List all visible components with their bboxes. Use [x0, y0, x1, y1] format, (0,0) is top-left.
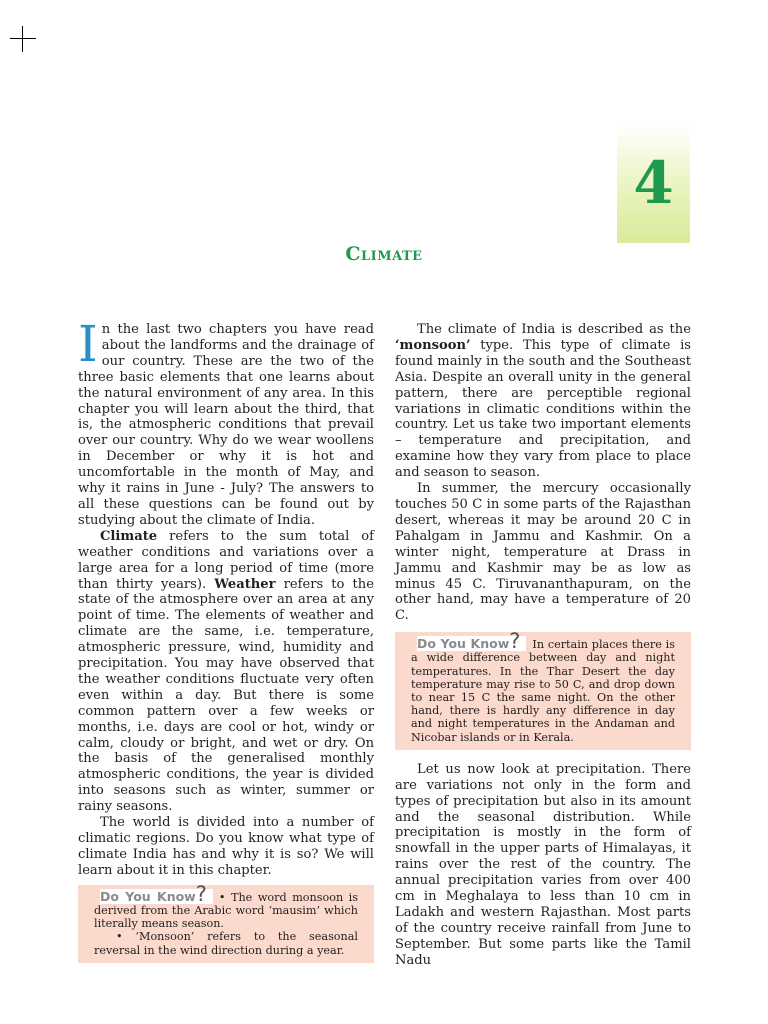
dyk-item-1	[94, 881, 359, 931]
intro-text: n the last two chapters you have read about the landforms and the drainage of our country. These are the two of the three basic elements that one learns about the natural environment of any area. In this chapter you will learn about the third, that is, the atmospheric conditions that prevail over our country. Why do we wear woollens in December or why it is hot and uncomfortable in the month of May, and why it rains in June - July? The answers to all these questions can be found out by studying about the climate of India.	[78, 322, 374, 528]
intro-paragraph	[78, 315, 374, 529]
chapter-number-box	[617, 126, 690, 243]
chapter-title: Climate	[345, 243, 423, 265]
precipitation-paragraph: Let us now look at precipitation. There are variations not only in the form and types of precipitation but also in its amount and the seasonal distribution. While precipitation is mostly in the form of snowfall in the upper parts of Himalayas, it rains over the rest of the country. The annual precipitation varies from over 400 cm in Meghalaya to less than 10 cm in Ladakh and western Rajasthan. Most parts of the country receive rainfall from June to September. But some parts like the Tamil Nadu	[395, 761, 691, 968]
weather-term: Weather	[214, 576, 276, 592]
question-mark-icon: ?	[509, 629, 521, 654]
dyk-item-2: • ‘Monsoon’ refers to the seasonal reversal in the wind direction during a year.	[94, 930, 358, 957]
drop-cap: I	[78, 315, 98, 373]
left-column	[78, 315, 374, 963]
dyk-heading	[100, 881, 213, 906]
crop-mark	[10, 26, 36, 52]
weather-definition: refers to the state of the atmosphere over an area at any point of time. The elements of weather and climate are the same, i.e. temperature, atmospheric pressure, wind, humidity and precipitation. You may have observed that the weather conditions fluctuate very often even within a day. But there is some common pattern over a few weeks or months, i.e. days are cool or hot, windy or calm, cloudy or bright, and wet or dry. On the basis of the generalised monthly atmospheric conditions, the year is divided into seasons such as winter, summer or rainy seasons.	[78, 576, 374, 815]
chapter-number: 4	[633, 149, 674, 217]
climatic-regions-paragraph: The world is divided into a number of climatic regions. Do you know what type of climate India has and why it is so? We will learn about it in this chapter.	[78, 815, 374, 878]
climate-definition: refers to the sum total of weather conditions and variations over a large area for a long period of time (more than thirty years).	[78, 528, 374, 592]
dyk-heading-text: Do You Know	[100, 888, 196, 904]
monsoon-paragraph	[395, 322, 691, 481]
temperature-paragraph: In summer, the mercury occasionally touches 50 C in some parts of the Rajasthan desert, whereas it may be around 20 C in Pahalgam in Jammu and Kashmir. On a winter night, temperature at Drass in Jammu and Kashmir may be as low as minus 45 C. Tiruvananthapuram, on the other hand, may have a temperature of 20 C.	[395, 481, 691, 624]
climate-paragraph	[78, 529, 374, 815]
dyk-item-1-text: • The word monsoon is derived from the Arabic word ‘mausim’ which literally means season.	[94, 890, 359, 931]
monsoon-paragraph-a: The climate of India is described as the	[417, 322, 691, 337]
dyk-heading	[417, 629, 526, 654]
do-you-know-box-monsoon	[78, 881, 374, 963]
question-mark-icon: ?	[195, 881, 207, 906]
monsoon-paragraph-b: type. This type of climate is found mainly in the south and the Southeast Asia. Despite an overall unity in the general pattern, there are perceptible regional variations in climatic conditions within the country. Let us take two important elements – temperature and precipitation, and examine how they vary from place to place and season to season.	[395, 337, 691, 481]
monsoon-term: ‘monsoon’	[395, 337, 471, 353]
dyk-temperature-text	[411, 629, 676, 744]
do-you-know-box-temperature	[395, 629, 691, 750]
climate-term: Climate	[100, 528, 158, 544]
dyk-temperature-body: In certain places there is a wide difference between day and night temperatures. In the Thar Desert the day temperature may rise to 50 C, and drop down to near 15 C the same night. On the other hand, there is hardly any difference in day and night temperatures in the Andaman and Nicobar islands or in Kerala.	[411, 638, 676, 744]
right-column	[395, 322, 691, 969]
dyk-heading-text: Do You Know	[417, 636, 510, 652]
